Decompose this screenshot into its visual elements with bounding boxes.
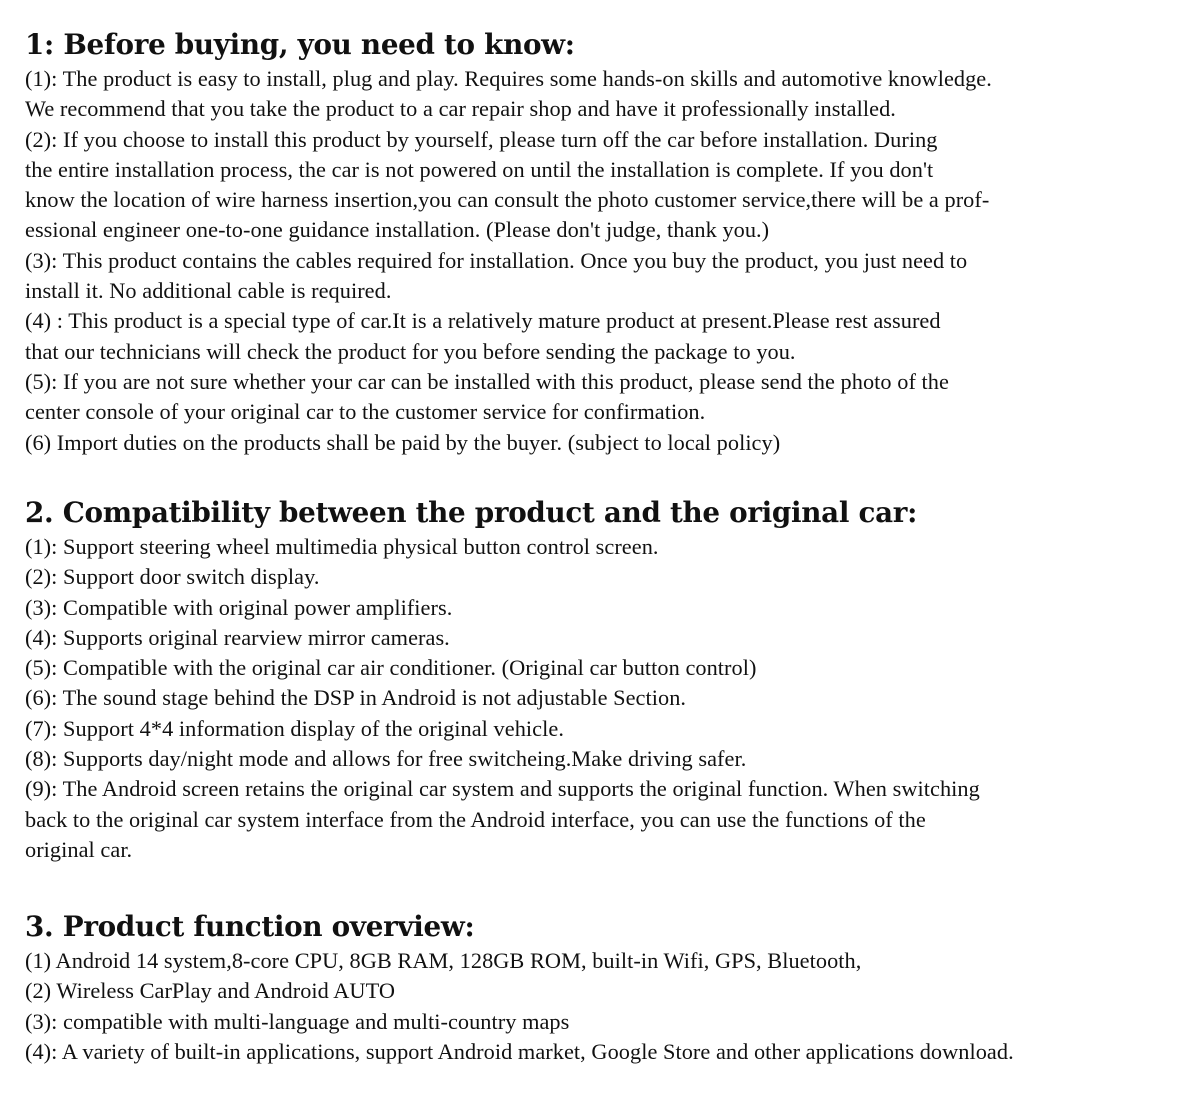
text-line: (5): If you are not sure whether your car can be installed with this product, please send the photo of the [25, 368, 949, 394]
section-body [25, 946, 1195, 1067]
text-line: (3): compatible with multi-language and multi-country maps [25, 1008, 570, 1034]
text-line: (5): Compatible with the original car air conditioner. (Original car button control) [25, 655, 757, 681]
section-function-overview [25, 908, 1195, 1067]
text-line: (6): The sound stage behind the DSP in Android is not adjustable Section. [25, 685, 687, 711]
text-line: center console of your original car to the customer service for confirmation. [25, 399, 706, 425]
text-line: original car. [25, 836, 133, 862]
text-line: the entire installation process, the car is not powered on until the installation is complete. If you don't [25, 156, 934, 182]
text-line: (2): If you choose to install this product by yourself, please turn off the car before installation. During [25, 126, 938, 152]
text-line: (1): Support steering wheel multimedia physical button control screen. [25, 534, 659, 559]
text-line: (4) : This product is a special type of car.It is a relatively mature product at present.Please rest assured [25, 308, 941, 334]
text-line: know the location of wire harness insertion,you can consult the photo customer service,there will be a prof- [25, 187, 990, 213]
text-line: (2) Wireless CarPlay and Android AUTO [25, 978, 396, 1004]
section-heading: 3. Product function overview: [25, 910, 475, 943]
text-line: (9): The Android screen retains the original car system and supports the original function. When switching [25, 776, 980, 802]
text-line: (1) Android 14 system,8-core CPU, 8GB RAM, 128GB ROM, built-in Wifi, GPS, Bluetooth, [25, 948, 862, 973]
section-heading: 2. Compatibility between the product and the original car: [25, 496, 918, 529]
text-line: (4): A variety of built-in applications, support Android market, Google Store and other applications download. [25, 1038, 1014, 1064]
text-line: back to the original car system interface from the Android interface, you can use the functions of the [25, 806, 926, 832]
text-line: (4): Supports original rearview mirror cameras. [25, 624, 450, 650]
text-line: (1): The product is easy to install, plug and play. Requires some hands-on skills and automotive knowledge. [25, 66, 992, 91]
text-line: (6) Import duties on the products shall be paid by the buyer. (subject to local policy) [25, 429, 781, 455]
section-body [25, 64, 1195, 458]
text-line: (8): Supports day/night mode and allows for free switcheing.Make driving safer. [25, 746, 747, 772]
text-line: (3): This product contains the cables required for installation. Once you buy the product, you just need to [25, 247, 968, 273]
text-line: (7): Support 4*4 information display of the original vehicle. [25, 715, 564, 741]
section-compatibility [25, 494, 1195, 865]
section-body [25, 532, 1195, 865]
text-line: We recommend that you take the product to a car repair shop and have it professionally installed. [25, 96, 896, 122]
section-before-buying [25, 26, 1195, 458]
section-heading: 1: Before buying, you need to know: [25, 28, 575, 61]
text-line: that our technicians will check the product for you before sending the package to you. [25, 338, 796, 364]
text-line: essional engineer one-to-one guidance installation. (Please don't judge, thank you.) [25, 217, 770, 243]
text-line: (3): Compatible with original power amplifiers. [25, 594, 453, 620]
text-line: (2): Support door switch display. [25, 564, 320, 590]
text-line: install it. No additional cable is required. [25, 278, 392, 304]
